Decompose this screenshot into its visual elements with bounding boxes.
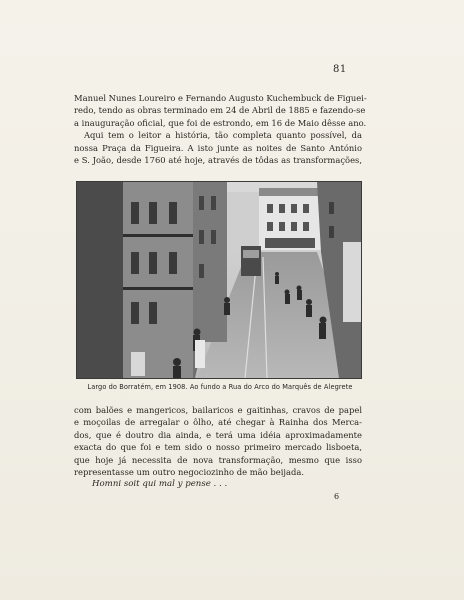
text-line: representasse um outro negociozinho de mão beijada. — [74, 467, 304, 478]
text-line: dos, que é doutro dia ainda, e terá uma idéia aproximadamente — [74, 429, 362, 440]
photo-caption: Largo do Borratém, em 1908. Ao fundo a Rua do Arco do Marquês de Alegrete — [87, 383, 353, 391]
text-line: e moçoilas de arregalar o ôlho, até chegar à Rainha dos Merca- — [74, 417, 362, 428]
text-line: e S. João, desde 1760 até hoje, através de tôdas as transformações, — [74, 155, 362, 166]
paragraph-top — [74, 92, 367, 166]
text-line: exacta do que foi e tem sido o nosso primeiro mercado lisboeta, — [74, 442, 362, 453]
page-number: 81 — [333, 64, 347, 75]
text-line: a inauguração oficial, que foi de estrondo, em 16 de Maio dêsse ano. — [74, 117, 367, 128]
paragraph-bottom — [74, 404, 362, 478]
text-line: Aqui tem o leitor a história, tão completa quanto possível, da — [84, 130, 362, 141]
signature-mark: 6 — [334, 492, 340, 501]
text-line: nossa Praça da Figueira. A isto junte as noites de Santo António — [74, 142, 362, 153]
text-line: redo, tendo as obras terminado em 24 de Abril de 1885 e fazendo-se — [74, 105, 366, 116]
street-photograph — [76, 181, 362, 379]
text-line: Manuel Nunes Loureiro e Fernando Augusto Kuchembuck de Figuei- — [74, 93, 367, 103]
street-scene-illustration — [77, 182, 361, 378]
text-line: que hoje já necessita de nova transformação, mesmo que isso — [74, 454, 362, 465]
closing-motto: Homni soit qui mal y pense . . . — [92, 479, 228, 489]
text-line: com balões e mangericos, bailaricos e gaitinhas, cravos de papel — [74, 405, 362, 415]
